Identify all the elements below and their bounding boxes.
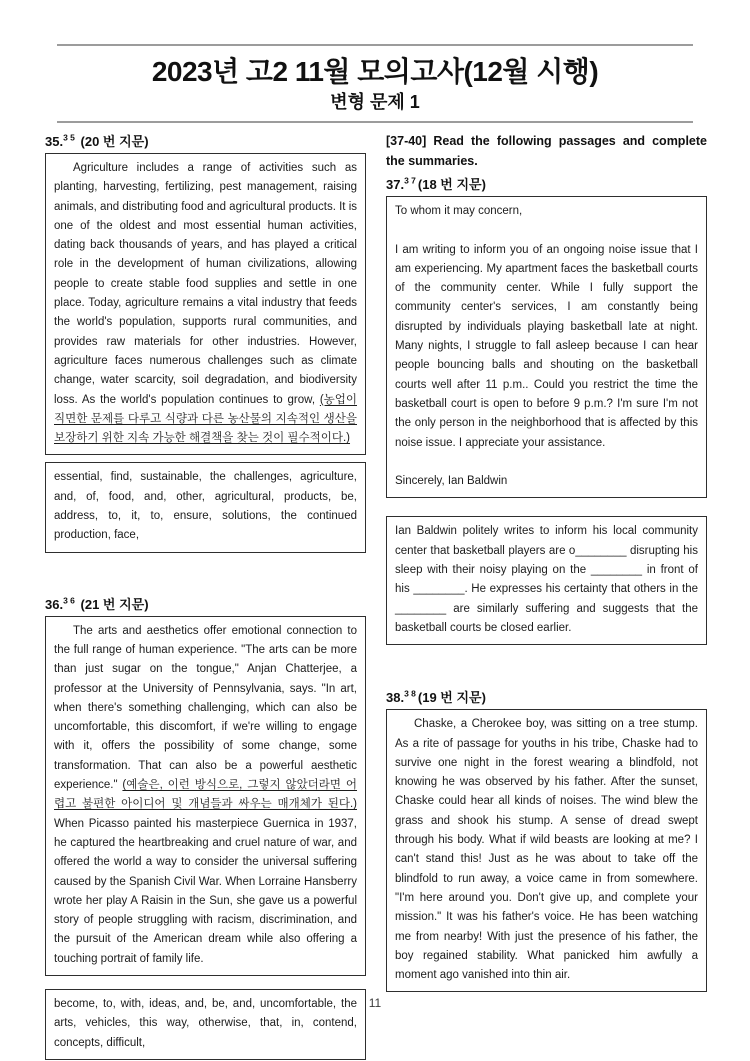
question-37-number: 37. xyxy=(386,177,405,192)
section-37-40-instructions: [37-40] Read the following passages and complete the summaries. xyxy=(386,134,707,168)
letter-closing: Sincerely, Ian Baldwin xyxy=(395,475,508,488)
question-37-superscript: 3 7 xyxy=(404,175,416,186)
letter-body: I am writing to inform you of an ongoing noise issue that I am experiencing. My apartment faces the basketball courts of the community center. While I fully support the community center's services, I am constantly being disrupted by individuals playing basketball late at night. Many nights, I struggle to fall asleep because I can hear people bouncing balls and shouting on the basketball courts well after 11 p.m.. Could you restrict the time the basketball court is open to before 9 p.m.? I'm sure I'm not the only person in the neighborhood that is affected by this noise issue. I appreciate your assistance. xyxy=(395,243,698,449)
question-36-superscript: 3 6 xyxy=(63,595,75,606)
question-37-label: (18 번 지문) xyxy=(417,177,486,192)
question-36-header xyxy=(45,594,366,613)
question-38-superscript: 3 8 xyxy=(404,688,416,699)
question-38-header xyxy=(386,687,707,706)
question-37-summary-box: Ian Baldwin politely writes to inform his local community center that basketball players are o________ disrupting his sleep with their noisy playing on the ________ in front of his ________. He expresses his certainty that others in the ________ are similarly suffering and suggests that the basketball courts be closed earlier. xyxy=(386,516,707,645)
question-36-label: (21 번 지문) xyxy=(80,596,149,612)
question-35-passage-korean-underlined: (농업이 직면한 문제를 다루고 식량과 다른 농산물의 지속적인 생산을 보장하기 위한 지속 가능한 해결책을 찾는 것이 필수적이다.) xyxy=(54,393,357,445)
question-35-number: 35. xyxy=(45,134,64,149)
letter-salutation: To whom it may concern, xyxy=(395,205,523,217)
page-title: 2023년 고2 11월 모의고사(12월 시행) xyxy=(151,56,599,87)
page-subtitle: 변형 문제 1 xyxy=(330,92,420,112)
question-36-wordbank-box: become, to, with, ideas, and, be, and, uncomfortable, the arts, vehicles, this way, otherwise, that, in, contend, concepts, difficult, xyxy=(45,989,366,1060)
header-divider-top xyxy=(57,44,693,46)
question-35-wordbank-box: essential, find, sustainable, the challenges, agriculture, and, of, food, and, other, agricultural, products, be, address, to, it, to, ensure, solutions, the continued production, face, xyxy=(45,462,366,552)
question-36-passage-english-1: The arts and aesthetics offer emotional connection to the full range of human experience. "The arts can be more than just sugar on the tongue," Anjan Chatterjee, a professor at the University of Pennsylvania, says. "In art, when there's something challenging, which can also be uncomfortable, this discomfort, if we're willing to engage with it, offers the possibility of some change, some transformation. That can also be a powerful aesthetic experience." xyxy=(54,624,357,792)
question-36-passage-english-2: When Picasso painted his masterpiece Guernica in 1937, he captured the heartbreaking and cruel nature of war, and offered the world a way to consider the universal suffering caused by the Spanish Civil War. When Lorraine Hansberry wrote her play A Raisin in the Sun, she gave us a powerful story of people struggling with racism, discrimination, and the pursuit of the American dream while also offering a touching portrait of family life. xyxy=(54,817,357,965)
page-number: 11 xyxy=(368,996,382,1010)
letter-blank-line xyxy=(395,221,698,240)
question-35-passage-box xyxy=(45,153,366,455)
question-36-number: 36. xyxy=(45,596,64,612)
question-35-passage-english: Agriculture includes a range of activities such as planting, harvesting, fertilizing, pest management, raising animals, and distributing food and agricultural products. It is one of the oldest and most essential human activities, dating back thousands of years, and has played a critical role in the development of human civilizations, allowing people to create stable food supplies and settle in one place. Today, agriculture remains a vital industry that feeds the world's population, supports rural communities, and provides raw materials for other industries. However, agriculture faces numerous challenges such as climate change, water scarcity, soil degradation, and biodiversity loss. As the world's population continues to grow, xyxy=(54,162,357,406)
question-36-passage-korean-underlined: (예술은, 이런 방식으로, 그렇지 않았더라면 어렵고 불편한 아이디어 및 개념들과 싸우는 매개체가 된다.) xyxy=(54,779,358,811)
header-divider-bottom xyxy=(57,121,693,123)
question-35-label: (20 번 지문) xyxy=(80,134,149,149)
letter-blank-line xyxy=(395,453,698,472)
left-column xyxy=(45,131,366,1060)
content-columns xyxy=(45,131,707,1060)
question-36-passage-box xyxy=(45,616,366,976)
question-35-superscript: 3 5 xyxy=(63,132,75,143)
question-38-label: (19 번 지문) xyxy=(417,690,486,706)
question-38-number: 38. xyxy=(386,690,405,706)
question-38-passage-box: Chaske, a Cherokee boy, was sitting on a tree stump. As a rite of passage for youths in his tribe, Chaske had to survive one night in the forest wearing a blindfold, not knowing he was observed by his father. After the sunset, Chaske could hear all kinds of noises. The wind blew the grass and shook his stump. A sense of dread swept through his body. What if wild beasts are looking at me? I can't stand this! Just as he was about to take off the blindfold to run away, a voice came in from somewhere. "I'm here around you. Don't give up, and complete your mission." It was his father's voice. He has been watching me from nearby! With just the presence of his father, the boy regained stability. What panicked him awfully a moment ago vanished into thin air. xyxy=(386,709,707,992)
question-37-header xyxy=(386,174,707,193)
question-35-header xyxy=(45,131,366,150)
question-37-letter-box xyxy=(386,196,707,498)
right-column xyxy=(386,131,707,1060)
